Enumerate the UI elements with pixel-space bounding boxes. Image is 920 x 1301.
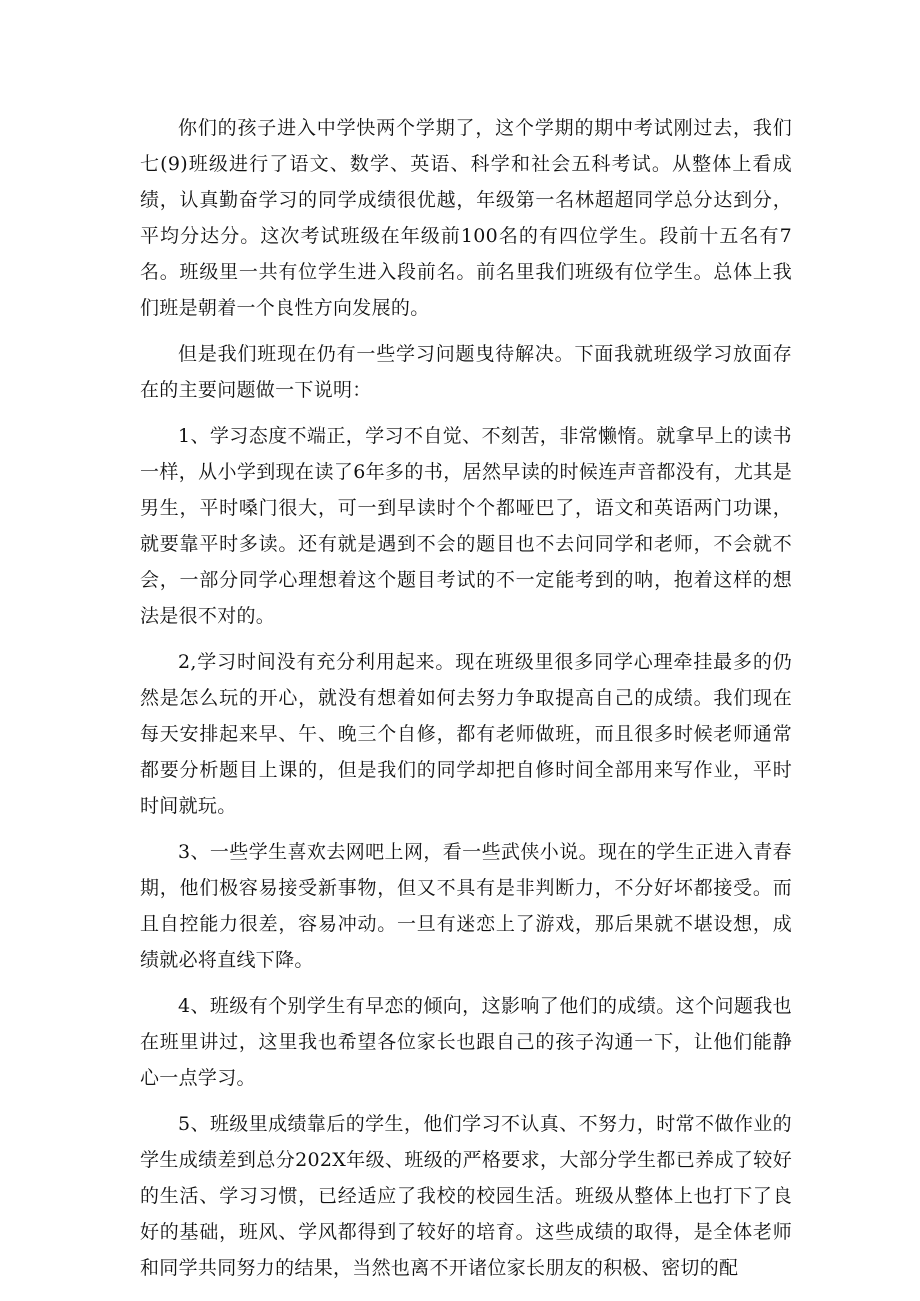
paragraph-problem-2: 2,学习时间没有充分利用起来。现在班级里很多同学心理牵挂最多的仍然是怎么玩的开心，就没有想着如何去努力争取提高自己的成绩。我们现在每天安排起来早、午、晚三个自修，都有老师做班，而且很多时候老师通常都要分析题目上课的，但是我们的同学却把自修时间全部用来写作业，平时时间就玩。 bbox=[140, 651, 792, 817]
paragraph-problem-3: 3、一些学生喜欢去网吧上网，看一些武侠小说。现在的学生正进入青春期，他们极容易接受新事物，但又不具有是非判断力，不分好坏都接受。而且自控能力很差，容易冲动。一旦有迷恋上了游戏，那后果就不堪设想，成绩就必将直线下降。 bbox=[140, 841, 792, 971]
paragraph-problem-4: 4、班级有个别学生有早恋的倾向，这影响了他们的成绩。这个问题我也在班里讲过，这里我也希望各位家长也跟自己的孩子沟通一下，让他们能静心一点学习。 bbox=[140, 995, 792, 1089]
paragraph-intro: 你们的孩子进入中学快两个学期了，这个学期的期中考试刚过去，我们七(9)班级进行了语文、数学、英语、科学和社会五科考试。从整体上看成绩，认真勤奋学习的同学成绩很优越，年级第一名林超超同学总分达到分，平均分达分。这次考试班级在年级前100名的有四位学生。段前十五名有7名。班级里一共有位学生进入段前名。前名里我们班级有位学生。总体上我们班是朝着一个良性方向发展的。 bbox=[140, 117, 792, 319]
paragraph-problem-1: 1、学习态度不端正，学习不自觉、不刻苦，非常懒惰。就拿早上的读书一样，从小学到现在读了6年多的书，居然早读的时候连声音都没有，尤其是男生，平时嗓门很大，可一到早读时个个都哑巴了，语文和英语两门功课，就要靠平时多读。还有就是遇到不会的题目也不去问同学和老师，不会就不会，一部分同学心理想着这个题目考试的不一定能考到的呐，抱着这样的想法是很不对的。 bbox=[140, 425, 792, 627]
document-page bbox=[140, 110, 792, 1296]
paragraph-problem-5: 5、班级里成绩靠后的学生，他们学习不认真、不努力，时常不做作业的学生成绩差到总分202X年级、班级的严格要求，大部分学生都已养成了较好的生活、学习习惯，已经适应了我校的校园生活。班级从整体上也打下了良好的基础，班风、学风都得到了较好的培育。这些成绩的取得，是全体老师和同学共同努力的结果，当然也离不开诸位家长朋友的积极、密切的配 bbox=[140, 1113, 792, 1279]
paragraph-problems-intro: 但是我们班现在仍有一些学习问题曳待解决。下面我就班级学习放面存在的主要问题做一下说明： bbox=[140, 343, 792, 401]
